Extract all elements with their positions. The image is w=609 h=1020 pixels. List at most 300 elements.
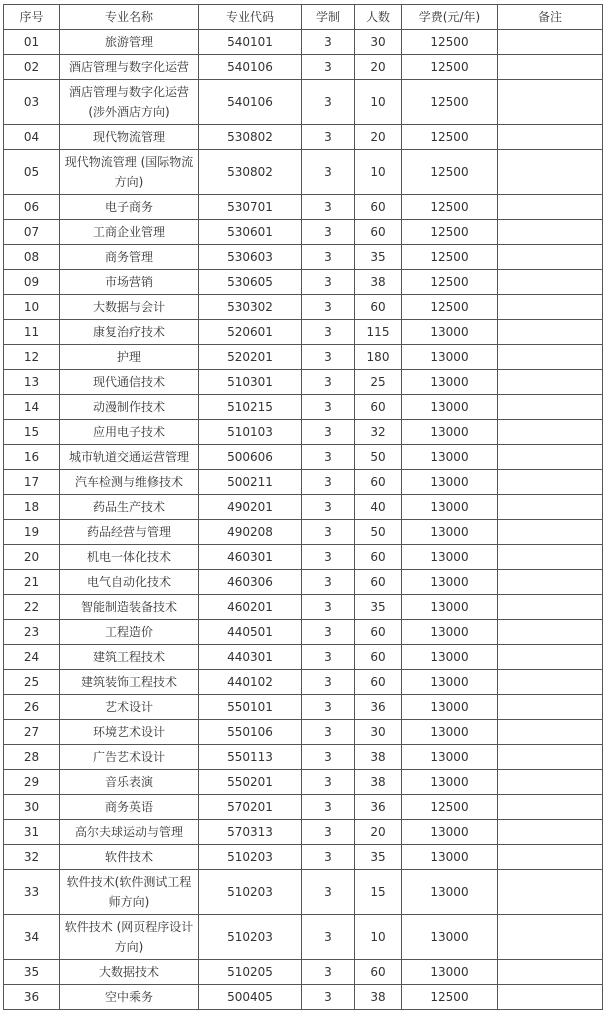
cell-count: 50 bbox=[355, 445, 402, 470]
cell-name: 软件技术 (网页程序设计方向) bbox=[60, 915, 199, 960]
cell-fee: 13000 bbox=[402, 395, 498, 420]
cell-fee: 13000 bbox=[402, 445, 498, 470]
cell-fee: 13000 bbox=[402, 495, 498, 520]
cell-name: 机电一体化技术 bbox=[60, 545, 199, 570]
cell-code: 510203 bbox=[199, 870, 302, 915]
cell-years: 3 bbox=[302, 845, 355, 870]
cell-no: 34 bbox=[4, 915, 60, 960]
cell-no: 21 bbox=[4, 570, 60, 595]
cell-note bbox=[498, 545, 603, 570]
cell-years: 3 bbox=[302, 470, 355, 495]
cell-years: 3 bbox=[302, 960, 355, 985]
cell-no: 32 bbox=[4, 845, 60, 870]
cell-code: 530802 bbox=[199, 125, 302, 150]
header-name: 专业名称 bbox=[60, 5, 199, 30]
cell-no: 23 bbox=[4, 620, 60, 645]
cell-count: 60 bbox=[355, 195, 402, 220]
table-row bbox=[4, 470, 603, 495]
cell-name: 护理 bbox=[60, 345, 199, 370]
cell-years: 3 bbox=[302, 345, 355, 370]
cell-count: 180 bbox=[355, 345, 402, 370]
cell-years: 3 bbox=[302, 295, 355, 320]
cell-count: 40 bbox=[355, 495, 402, 520]
cell-no: 12 bbox=[4, 345, 60, 370]
cell-no: 22 bbox=[4, 595, 60, 620]
cell-no: 15 bbox=[4, 420, 60, 445]
cell-code: 530701 bbox=[199, 195, 302, 220]
cell-note bbox=[498, 445, 603, 470]
cell-name: 汽车检测与维修技术 bbox=[60, 470, 199, 495]
cell-no: 27 bbox=[4, 720, 60, 745]
cell-no: 10 bbox=[4, 295, 60, 320]
table-row bbox=[4, 960, 603, 985]
cell-name: 高尔夫球运动与管理 bbox=[60, 820, 199, 845]
table-row bbox=[4, 795, 603, 820]
cell-fee: 13000 bbox=[402, 470, 498, 495]
cell-note bbox=[498, 345, 603, 370]
cell-fee: 13000 bbox=[402, 960, 498, 985]
cell-code: 540101 bbox=[199, 30, 302, 55]
cell-no: 26 bbox=[4, 695, 60, 720]
cell-name: 工商企业管理 bbox=[60, 220, 199, 245]
cell-name: 市场营销 bbox=[60, 270, 199, 295]
cell-years: 3 bbox=[302, 125, 355, 150]
table-row bbox=[4, 915, 603, 960]
cell-note bbox=[498, 870, 603, 915]
cell-years: 3 bbox=[302, 370, 355, 395]
cell-count: 20 bbox=[355, 125, 402, 150]
cell-code: 440301 bbox=[199, 645, 302, 670]
cell-fee: 13000 bbox=[402, 370, 498, 395]
cell-no: 02 bbox=[4, 55, 60, 80]
cell-years: 3 bbox=[302, 420, 355, 445]
cell-note bbox=[498, 395, 603, 420]
cell-code: 530302 bbox=[199, 295, 302, 320]
cell-name: 艺术设计 bbox=[60, 695, 199, 720]
cell-note bbox=[498, 820, 603, 845]
cell-name: 城市轨道交通运营管理 bbox=[60, 445, 199, 470]
cell-no: 03 bbox=[4, 80, 60, 125]
cell-note bbox=[498, 570, 603, 595]
cell-note bbox=[498, 195, 603, 220]
cell-years: 3 bbox=[302, 55, 355, 80]
cell-name: 康复治疗技术 bbox=[60, 320, 199, 345]
table-row bbox=[4, 30, 603, 55]
cell-years: 3 bbox=[302, 495, 355, 520]
cell-fee: 13000 bbox=[402, 720, 498, 745]
cell-no: 08 bbox=[4, 245, 60, 270]
cell-code: 530802 bbox=[199, 150, 302, 195]
table-row bbox=[4, 295, 603, 320]
cell-code: 510103 bbox=[199, 420, 302, 445]
cell-no: 36 bbox=[4, 985, 60, 1010]
cell-note bbox=[498, 245, 603, 270]
header-row bbox=[4, 5, 603, 30]
table-row bbox=[4, 270, 603, 295]
cell-name: 广告艺术设计 bbox=[60, 745, 199, 770]
cell-name: 酒店管理与数字化运营 bbox=[60, 55, 199, 80]
cell-years: 3 bbox=[302, 320, 355, 345]
cell-code: 490201 bbox=[199, 495, 302, 520]
cell-count: 20 bbox=[355, 820, 402, 845]
cell-note bbox=[498, 720, 603, 745]
cell-no: 31 bbox=[4, 820, 60, 845]
table-row bbox=[4, 370, 603, 395]
cell-code: 460306 bbox=[199, 570, 302, 595]
table-row bbox=[4, 520, 603, 545]
cell-count: 36 bbox=[355, 795, 402, 820]
table-row bbox=[4, 150, 603, 195]
table-row bbox=[4, 745, 603, 770]
cell-name: 动漫制作技术 bbox=[60, 395, 199, 420]
cell-years: 3 bbox=[302, 220, 355, 245]
cell-fee: 13000 bbox=[402, 420, 498, 445]
cell-code: 490208 bbox=[199, 520, 302, 545]
cell-name: 现代物流管理 bbox=[60, 125, 199, 150]
cell-years: 3 bbox=[302, 595, 355, 620]
table-row bbox=[4, 820, 603, 845]
cell-no: 04 bbox=[4, 125, 60, 150]
enrollment-table bbox=[3, 4, 603, 1010]
cell-name: 商务英语 bbox=[60, 795, 199, 820]
cell-count: 30 bbox=[355, 30, 402, 55]
cell-note bbox=[498, 795, 603, 820]
table-row bbox=[4, 645, 603, 670]
cell-note bbox=[498, 620, 603, 645]
cell-code: 520601 bbox=[199, 320, 302, 345]
cell-no: 14 bbox=[4, 395, 60, 420]
cell-count: 115 bbox=[355, 320, 402, 345]
cell-name: 大数据与会计 bbox=[60, 295, 199, 320]
cell-note bbox=[498, 370, 603, 395]
cell-years: 3 bbox=[302, 270, 355, 295]
cell-code: 500211 bbox=[199, 470, 302, 495]
cell-no: 30 bbox=[4, 795, 60, 820]
cell-code: 570313 bbox=[199, 820, 302, 845]
cell-no: 18 bbox=[4, 495, 60, 520]
cell-fee: 13000 bbox=[402, 695, 498, 720]
table-header bbox=[4, 5, 603, 30]
table-row bbox=[4, 545, 603, 570]
cell-fee: 12500 bbox=[402, 795, 498, 820]
table-row bbox=[4, 495, 603, 520]
cell-no: 28 bbox=[4, 745, 60, 770]
cell-name: 电子商务 bbox=[60, 195, 199, 220]
cell-fee: 13000 bbox=[402, 915, 498, 960]
cell-fee: 13000 bbox=[402, 320, 498, 345]
cell-count: 36 bbox=[355, 695, 402, 720]
cell-name: 药品生产技术 bbox=[60, 495, 199, 520]
cell-name: 现代物流管理 (国际物流方向) bbox=[60, 150, 199, 195]
cell-count: 10 bbox=[355, 80, 402, 125]
cell-count: 38 bbox=[355, 770, 402, 795]
cell-years: 3 bbox=[302, 545, 355, 570]
cell-count: 60 bbox=[355, 570, 402, 595]
cell-no: 20 bbox=[4, 545, 60, 570]
cell-name: 智能制造装备技术 bbox=[60, 595, 199, 620]
table-row bbox=[4, 985, 603, 1010]
cell-no: 06 bbox=[4, 195, 60, 220]
cell-note bbox=[498, 520, 603, 545]
table-row bbox=[4, 80, 603, 125]
cell-fee: 13000 bbox=[402, 870, 498, 915]
cell-years: 3 bbox=[302, 195, 355, 220]
table-row bbox=[4, 695, 603, 720]
cell-fee: 13000 bbox=[402, 770, 498, 795]
cell-fee: 12500 bbox=[402, 245, 498, 270]
header-years: 学制 bbox=[302, 5, 355, 30]
cell-code: 520201 bbox=[199, 345, 302, 370]
cell-no: 17 bbox=[4, 470, 60, 495]
cell-fee: 13000 bbox=[402, 645, 498, 670]
header-note: 备注 bbox=[498, 5, 603, 30]
cell-note bbox=[498, 670, 603, 695]
cell-note bbox=[498, 645, 603, 670]
cell-no: 33 bbox=[4, 870, 60, 915]
cell-no: 07 bbox=[4, 220, 60, 245]
table-row bbox=[4, 570, 603, 595]
cell-fee: 13000 bbox=[402, 570, 498, 595]
cell-count: 10 bbox=[355, 915, 402, 960]
cell-years: 3 bbox=[302, 670, 355, 695]
table-row bbox=[4, 845, 603, 870]
cell-name: 空中乘务 bbox=[60, 985, 199, 1010]
cell-fee: 12500 bbox=[402, 220, 498, 245]
cell-count: 50 bbox=[355, 520, 402, 545]
cell-count: 38 bbox=[355, 745, 402, 770]
cell-years: 3 bbox=[302, 720, 355, 745]
cell-no: 25 bbox=[4, 670, 60, 695]
cell-code: 540106 bbox=[199, 80, 302, 125]
cell-years: 3 bbox=[302, 520, 355, 545]
cell-fee: 12500 bbox=[402, 295, 498, 320]
table-row bbox=[4, 595, 603, 620]
cell-count: 60 bbox=[355, 220, 402, 245]
cell-code: 550101 bbox=[199, 695, 302, 720]
cell-note bbox=[498, 295, 603, 320]
table-body bbox=[4, 30, 603, 1010]
table-row bbox=[4, 445, 603, 470]
cell-code: 510205 bbox=[199, 960, 302, 985]
cell-fee: 12500 bbox=[402, 30, 498, 55]
cell-years: 3 bbox=[302, 80, 355, 125]
cell-fee: 13000 bbox=[402, 545, 498, 570]
cell-code: 440102 bbox=[199, 670, 302, 695]
cell-code: 510203 bbox=[199, 845, 302, 870]
cell-fee: 13000 bbox=[402, 745, 498, 770]
cell-no: 16 bbox=[4, 445, 60, 470]
cell-fee: 12500 bbox=[402, 195, 498, 220]
table-row bbox=[4, 320, 603, 345]
cell-name: 建筑工程技术 bbox=[60, 645, 199, 670]
header-count: 人数 bbox=[355, 5, 402, 30]
cell-fee: 13000 bbox=[402, 345, 498, 370]
cell-name: 现代通信技术 bbox=[60, 370, 199, 395]
cell-code: 540106 bbox=[199, 55, 302, 80]
cell-name: 大数据技术 bbox=[60, 960, 199, 985]
cell-count: 30 bbox=[355, 720, 402, 745]
cell-count: 60 bbox=[355, 670, 402, 695]
cell-no: 19 bbox=[4, 520, 60, 545]
cell-years: 3 bbox=[302, 915, 355, 960]
cell-years: 3 bbox=[302, 985, 355, 1010]
cell-years: 3 bbox=[302, 150, 355, 195]
cell-years: 3 bbox=[302, 870, 355, 915]
cell-count: 60 bbox=[355, 620, 402, 645]
cell-years: 3 bbox=[302, 745, 355, 770]
cell-code: 500606 bbox=[199, 445, 302, 470]
cell-fee: 13000 bbox=[402, 820, 498, 845]
cell-note bbox=[498, 125, 603, 150]
cell-years: 3 bbox=[302, 770, 355, 795]
cell-note bbox=[498, 985, 603, 1010]
cell-note bbox=[498, 220, 603, 245]
cell-name: 软件技术(软件测试工程师方向) bbox=[60, 870, 199, 915]
table-row bbox=[4, 770, 603, 795]
cell-count: 60 bbox=[355, 470, 402, 495]
header-fee: 学费(元/年) bbox=[402, 5, 498, 30]
table-row bbox=[4, 345, 603, 370]
cell-count: 60 bbox=[355, 545, 402, 570]
cell-code: 460301 bbox=[199, 545, 302, 570]
cell-code: 550201 bbox=[199, 770, 302, 795]
cell-no: 09 bbox=[4, 270, 60, 295]
cell-name: 酒店管理与数字化运营(涉外酒店方向) bbox=[60, 80, 199, 125]
cell-no: 05 bbox=[4, 150, 60, 195]
cell-no: 29 bbox=[4, 770, 60, 795]
cell-count: 60 bbox=[355, 295, 402, 320]
cell-years: 3 bbox=[302, 395, 355, 420]
header-no: 序号 bbox=[4, 5, 60, 30]
cell-code: 570201 bbox=[199, 795, 302, 820]
cell-name: 旅游管理 bbox=[60, 30, 199, 55]
cell-years: 3 bbox=[302, 695, 355, 720]
cell-note bbox=[498, 470, 603, 495]
table-row bbox=[4, 670, 603, 695]
cell-note bbox=[498, 770, 603, 795]
cell-code: 500405 bbox=[199, 985, 302, 1010]
cell-code: 510301 bbox=[199, 370, 302, 395]
cell-count: 32 bbox=[355, 420, 402, 445]
cell-count: 20 bbox=[355, 55, 402, 80]
cell-years: 3 bbox=[302, 245, 355, 270]
cell-fee: 12500 bbox=[402, 80, 498, 125]
cell-no: 13 bbox=[4, 370, 60, 395]
cell-note bbox=[498, 695, 603, 720]
cell-years: 3 bbox=[302, 645, 355, 670]
cell-name: 工程造价 bbox=[60, 620, 199, 645]
cell-count: 25 bbox=[355, 370, 402, 395]
cell-note bbox=[498, 420, 603, 445]
cell-name: 药品经营与管理 bbox=[60, 520, 199, 545]
table-row bbox=[4, 195, 603, 220]
cell-fee: 13000 bbox=[402, 520, 498, 545]
cell-no: 01 bbox=[4, 30, 60, 55]
cell-code: 510203 bbox=[199, 915, 302, 960]
enrollment-table-wrapper bbox=[3, 4, 603, 1010]
cell-fee: 13000 bbox=[402, 595, 498, 620]
cell-note bbox=[498, 915, 603, 960]
cell-note bbox=[498, 960, 603, 985]
cell-years: 3 bbox=[302, 30, 355, 55]
table-row bbox=[4, 870, 603, 915]
table-row bbox=[4, 125, 603, 150]
cell-count: 60 bbox=[355, 395, 402, 420]
table-row bbox=[4, 245, 603, 270]
cell-count: 35 bbox=[355, 845, 402, 870]
cell-code: 550113 bbox=[199, 745, 302, 770]
cell-years: 3 bbox=[302, 795, 355, 820]
cell-name: 商务管理 bbox=[60, 245, 199, 270]
cell-code: 530601 bbox=[199, 220, 302, 245]
cell-count: 15 bbox=[355, 870, 402, 915]
cell-fee: 13000 bbox=[402, 620, 498, 645]
cell-count: 10 bbox=[355, 150, 402, 195]
cell-note bbox=[498, 55, 603, 80]
cell-code: 550106 bbox=[199, 720, 302, 745]
cell-years: 3 bbox=[302, 820, 355, 845]
cell-code: 460201 bbox=[199, 595, 302, 620]
table-row bbox=[4, 220, 603, 245]
cell-fee: 12500 bbox=[402, 150, 498, 195]
cell-note bbox=[498, 80, 603, 125]
cell-name: 电气自动化技术 bbox=[60, 570, 199, 595]
cell-name: 建筑装饰工程技术 bbox=[60, 670, 199, 695]
cell-name: 软件技术 bbox=[60, 845, 199, 870]
table-row bbox=[4, 420, 603, 445]
table-row bbox=[4, 55, 603, 80]
cell-years: 3 bbox=[302, 620, 355, 645]
cell-note bbox=[498, 745, 603, 770]
cell-fee: 12500 bbox=[402, 125, 498, 150]
table-row bbox=[4, 720, 603, 745]
cell-fee: 13000 bbox=[402, 845, 498, 870]
cell-name: 音乐表演 bbox=[60, 770, 199, 795]
cell-note bbox=[498, 595, 603, 620]
cell-no: 35 bbox=[4, 960, 60, 985]
cell-note bbox=[498, 495, 603, 520]
cell-count: 35 bbox=[355, 245, 402, 270]
cell-code: 530603 bbox=[199, 245, 302, 270]
cell-count: 60 bbox=[355, 960, 402, 985]
cell-note bbox=[498, 150, 603, 195]
cell-code: 510215 bbox=[199, 395, 302, 420]
cell-fee: 12500 bbox=[402, 55, 498, 80]
cell-name: 应用电子技术 bbox=[60, 420, 199, 445]
cell-years: 3 bbox=[302, 570, 355, 595]
cell-note bbox=[498, 270, 603, 295]
table-row bbox=[4, 395, 603, 420]
cell-fee: 12500 bbox=[402, 985, 498, 1010]
cell-code: 440501 bbox=[199, 620, 302, 645]
header-code: 专业代码 bbox=[199, 5, 302, 30]
cell-name: 环境艺术设计 bbox=[60, 720, 199, 745]
cell-count: 60 bbox=[355, 645, 402, 670]
cell-no: 24 bbox=[4, 645, 60, 670]
cell-count: 38 bbox=[355, 270, 402, 295]
cell-count: 35 bbox=[355, 595, 402, 620]
table-row bbox=[4, 620, 603, 645]
cell-count: 38 bbox=[355, 985, 402, 1010]
cell-fee: 12500 bbox=[402, 270, 498, 295]
cell-note bbox=[498, 845, 603, 870]
cell-fee: 13000 bbox=[402, 670, 498, 695]
cell-no: 11 bbox=[4, 320, 60, 345]
cell-code: 530605 bbox=[199, 270, 302, 295]
cell-note bbox=[498, 30, 603, 55]
cell-years: 3 bbox=[302, 445, 355, 470]
cell-note bbox=[498, 320, 603, 345]
